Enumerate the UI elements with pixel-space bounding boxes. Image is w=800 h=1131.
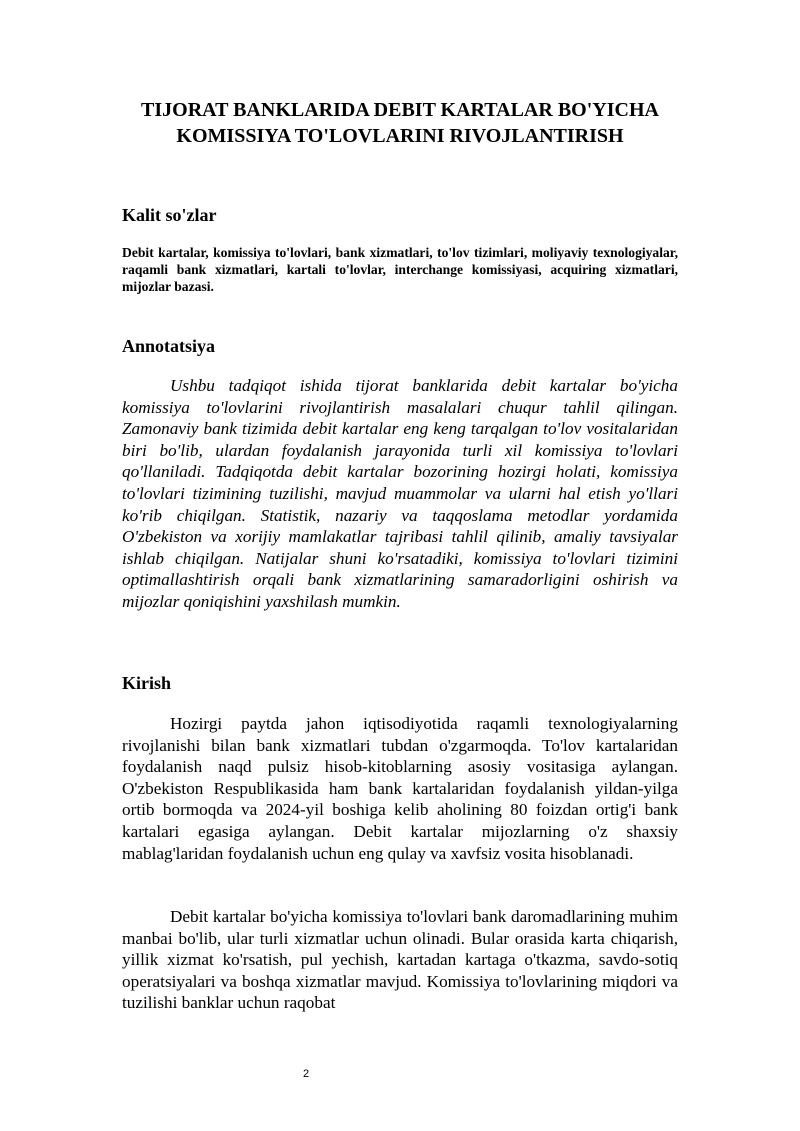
keywords-heading: Kalit so'zlar [122,205,217,225]
keywords-text: Debit kartalar, komissiya to'lovlari, bank xizmatlari, to'lov tizimlari, moliyaviy texnologiyalar, raqamli bank xizmatlari, kartali to'lovlar, interchange komissiyasi, acquiring xizmatlari, mijozlar bazasi. [122,245,678,294]
intro-heading: Kirish [122,673,172,693]
abstract-heading: Annotatsiya [122,336,216,356]
page-number: 2 [302,1068,310,1080]
intro-paragraph-1: Hozirgi paytda jahon iqtisodiyotida raqamli texnologiyalarning rivojlanishi bilan bank xizmatlari tubdan o'zgarmoqda. To'lov kartalaridan foydalanish naqd pulsiz hisob-kitoblarning asosiy vositasiga aylangan. O'zbekiston Respublikasida ham bank kartalaridan foydalanish yildan-yilga ortib bormoqda va 2024-yil boshiga kelib aholining 80 foizdan ortig'i bank kartalari egasiga aylangan. Debit kartalar mijozlarning o'z shaxsiy mablag'laridan foydalanish uchun eng qulay va xavfsiz vosita hisoblanadi. [122,714,678,863]
intro-paragraph-2: Debit kartalar bo'yicha komissiya to'lovlari bank daromadlarining muhim manbai bo'lib, ular turli xizmatlar uchun olinadi. Bular orasida karta chiqarish, yillik xizmat ko'rsatish, pul yechish, kartadan kartaga o'tkazma, savdo-sotiq operatsiyalari va boshqa xizmatlar mavjud. Komissiya to'lovlarining miqdori va tuzilishi banklar uchun raqobat [122,907,678,1013]
document-title: TIJORAT BANKLARIDA DEBIT KARTALAR BO'YICHA KOMISSIYA TO'LOVLARINI RIVOJLANTIRISH [141,99,659,147]
abstract-text: Ushbu tadqiqot ishida tijorat banklarida debit kartalar bo'yicha komissiya to'lovlarini rivojlantirish masalalari chuqur tahlil qilingan. Zamonaviy bank tizimida debit kartalar eng keng tarqalgan to'lov vositalaridan biri bo'lib, ulardan foydalanish jarayonida turli xil komissiya to'lovlari qo'llaniladi. Tadqiqotda debit kartalar bozorining hozirgi holati, komissiya to'lovlari tizimining tuzilishi, mavjud muammolar va ularni hal etish yo'llari ko'rib chiqilgan. Statistik, nazariy va taqqoslama metodlar yordamida O'zbekiston va xorijiy mamlakatlar tajribasi tahlil qilinib, amaliy tavsiyalar ishlab chiqilgan. Natijalar shuni ko'rsatadiki, komissiya to'lovlari tizimini optimallashtirish orqali bank xizmatlarining samaradorligini oshirish va mijozlar qoniqishini yaxshilash mumkin. [122,376,678,611]
